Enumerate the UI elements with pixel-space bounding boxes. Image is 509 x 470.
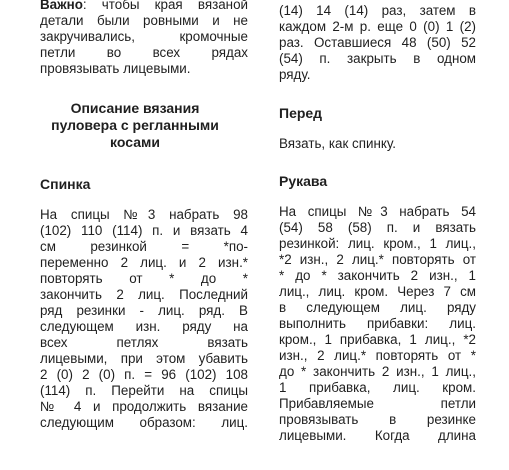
sleeves-text: На спицы №3 набрать 54 (54) 58 (58) п. и вязать резинкой: лиц. кром., 1 лиц., *2 изн., 2 лиц.* повторять от * до * закончить 2 изн., 1 лиц., лиц. кром. Через 7 см в следующем лиц. ряду выполнить прибавки: лиц. кром., 1 прибавка, 1 лиц., *2 изн., 2 лиц.* повторять от * до * закончить 2 изн., 1 лиц., 1 прибавка, лиц. кром. Прибавляемые петли провязывать в резинке лицевыми. Когда длина bbox=[279, 204, 476, 443]
back-title: Спинка bbox=[40, 176, 91, 192]
front-title: Перед bbox=[279, 105, 323, 121]
description-title: Описание вязания пуловера с регланными косами bbox=[51, 100, 219, 150]
front-text: Вязать, как спинку. bbox=[279, 136, 396, 151]
top-continuation-text: (14) 14 (14) раз, затем в каждом 2-м р. еще 0 (0) 1 (2) раз. Оставшиеся 48 (50) 52 (54) п. закрыть в одном ряду. bbox=[279, 3, 476, 82]
important-note: Важно: чтобы края вязаной детали были ровными и не закручивались, кромочные петли во всех рядах провязывать лицевыми. bbox=[40, 0, 248, 77]
important-label: Важно bbox=[40, 0, 83, 12]
sleeves-title: Рукава bbox=[279, 173, 328, 189]
back-text: На спицы №3 набрать 98 (102) 110 (114) п. и вязать 4 см резинкой = *по- переменно 2 лиц. и 2 изн.* повторять от * до * закончить 2 лиц. Последний ряд резинки - лиц. ряд. В следующем изн. ряду на всех петлях вязать лицевыми, при этом убавить 2 (0) 2 (0) п. = 96 (102) 108 (114) п. Перейти на спицы № 4 и продолжить вязание следующим образом: лиц. bbox=[40, 207, 248, 430]
